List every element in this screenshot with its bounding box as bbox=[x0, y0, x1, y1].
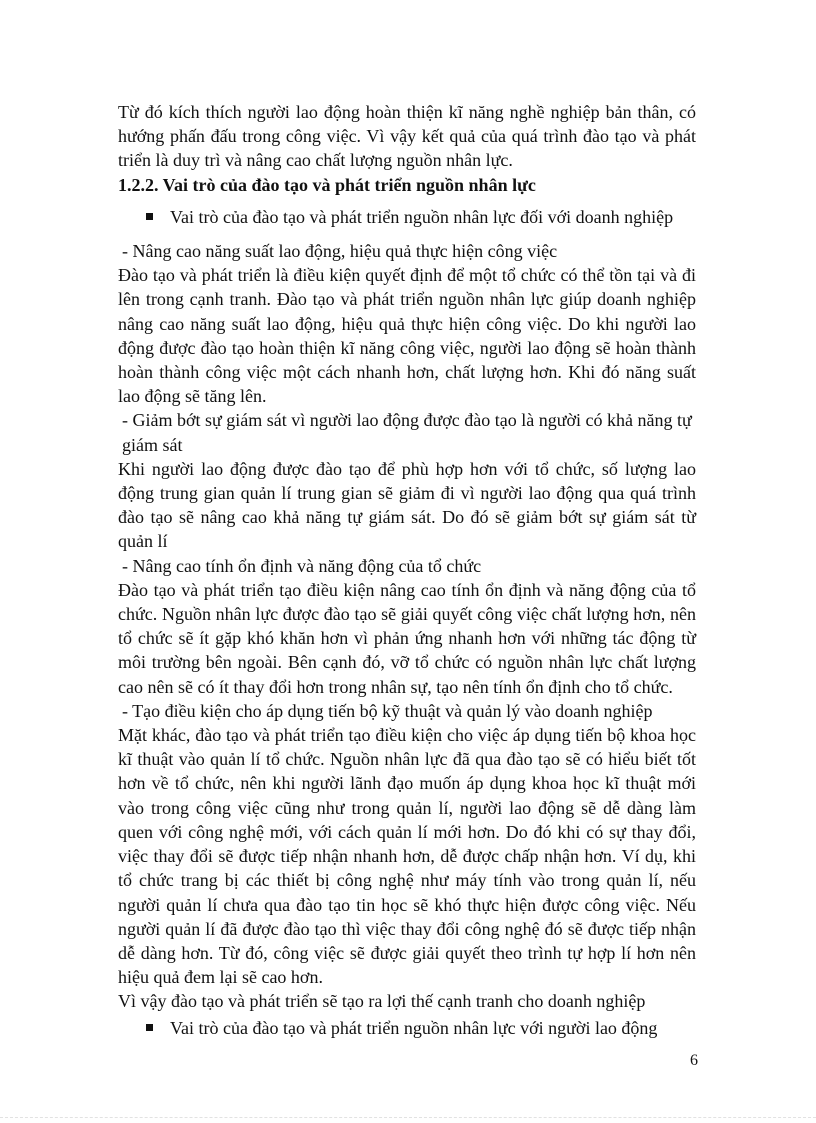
section-heading: 1.2.2. Vai trò của đào tạo và phát triển nguồn nhân lực bbox=[118, 174, 536, 195]
paragraph-technology-conclusion: Vì vậy đào tạo và phát triển sẽ tạo ra lợi thế cạnh tranh cho doanh nghiệp bbox=[118, 991, 646, 1012]
bullet-item-employee-role bbox=[118, 1016, 696, 1040]
subheading-stability: - Nâng cao tính ổn định và năng động của tổ chức bbox=[122, 555, 482, 576]
square-bullet-icon bbox=[146, 213, 153, 220]
paragraph-productivity: Đào tạo và phát triển là điều kiện quyết định để một tổ chức có thể tồn tại và đi lên trong cạnh tranh. Đào tạo và phát triển nguồn nhân lực giúp doanh nghiệp nâng cao năng suất lao động, hiệu quả thực hiện công việc. Do khi người lao động được đào tạo hoàn thiện kĩ năng công việc, người lao động sẽ hoàn thành hoàn thành công việc một cách nhanh hơn, chất lượng hơn. Khi đó năng suất lao động sẽ tăng lên. bbox=[118, 265, 696, 407]
paragraph-supervision: Khi người lao động được đào tạo để phù hợp hơn với tổ chức, số lượng lao động trung gian quản lí trung gian sẽ giảm đi vì người lao động qua quá trình đào tạo sẽ nâng cao khả năng tự giám sát. Do đó sẽ giảm bớt sự giám sát từ quản lí bbox=[118, 458, 696, 552]
subheading-productivity: - Nâng cao năng suất lao động, hiệu quả thực hiện công việc bbox=[122, 241, 558, 262]
square-bullet-icon bbox=[146, 1024, 153, 1031]
paragraph-stability: Đào tạo và phát triển tạo điều kiện nâng cao tính ổn định và năng động của tổ chức. Nguồn nhân lực được đào tạo sẽ giải quyết công việc chất lượng hơn, nên tổ chức sẽ ít gặp khó khăn hơn vì phản ứng nhanh hơn với những tác động từ môi trường bên ngoài. Bên cạnh đó, vỡ tổ chức có nguồn nhân lực chất lượng cao nên sẽ có ít thay đổi hơn trong nhân sự, tạo nên tính ổn định cho tổ chức. bbox=[118, 579, 696, 697]
page-content bbox=[118, 100, 696, 1040]
subheading-supervision: - Giảm bớt sự giám sát vì người lao động được đào tạo là người có khả năng tự giám sát bbox=[122, 410, 692, 455]
bullet-item-enterprise-role bbox=[118, 205, 696, 229]
opening-paragraph: Từ đó kích thích người lao động hoàn thiện kĩ năng nghề nghiệp bản thân, có hướng phấn đấu trong công việc. Vì vậy kết quả của quá trình đào tạo và phát triển là duy trì và nâng cao chất lượng nguồn nhân lực. bbox=[118, 102, 696, 171]
bullet-text: Vai trò của đào tạo và phát triển nguồn nhân lực đối với doanh nghiệp bbox=[170, 206, 674, 227]
page-number: 6 bbox=[690, 1052, 698, 1069]
paragraph-technology: Mặt khác, đào tạo và phát triển tạo điều kiện cho việc áp dụng tiến bộ khoa học kĩ thuật vào quản lí tổ chức. Nguồn nhân lực đã qua đào tạo sẽ có hiểu biết tốt hơn về tổ chức, nên khi người lãnh đạo muốn áp dụng khoa học kĩ thuật mới vào trong công việc cũng như trong quản lí, người lao động sẽ dễ dàng làm quen với công nghệ mới, với cách quản lí mới hơn. Do đó khi có sự thay đổi, việc thay đổi sẽ được tiếp nhận nhanh hơn, dễ được chấp nhận hơn. Ví dụ, khi tổ chức trang bị các thiết bị công nghệ như máy tính vào trong quản lí, nếu người quản lí chưa qua đào tạo tin học sẽ khó thực hiện được công việc. Nếu người quản lí đã được đào tạo thì việc thay đổi công nghệ đó sẽ được tiếp nhận dễ dàng hơn. Từ đó, công việc sẽ được giải quyết theo trình tự hợp lí hơn nên hiệu quả đem lại sẽ cao hơn. bbox=[118, 725, 696, 988]
subheading-technology: - Tạo điều kiện cho áp dụng tiến bộ kỹ thuật và quản lý vào doanh nghiệp bbox=[122, 700, 653, 721]
bullet-text: Vai trò của đào tạo và phát triển nguồn nhân lực với người lao động bbox=[170, 1017, 658, 1038]
page-bottom-divider bbox=[0, 1117, 816, 1118]
